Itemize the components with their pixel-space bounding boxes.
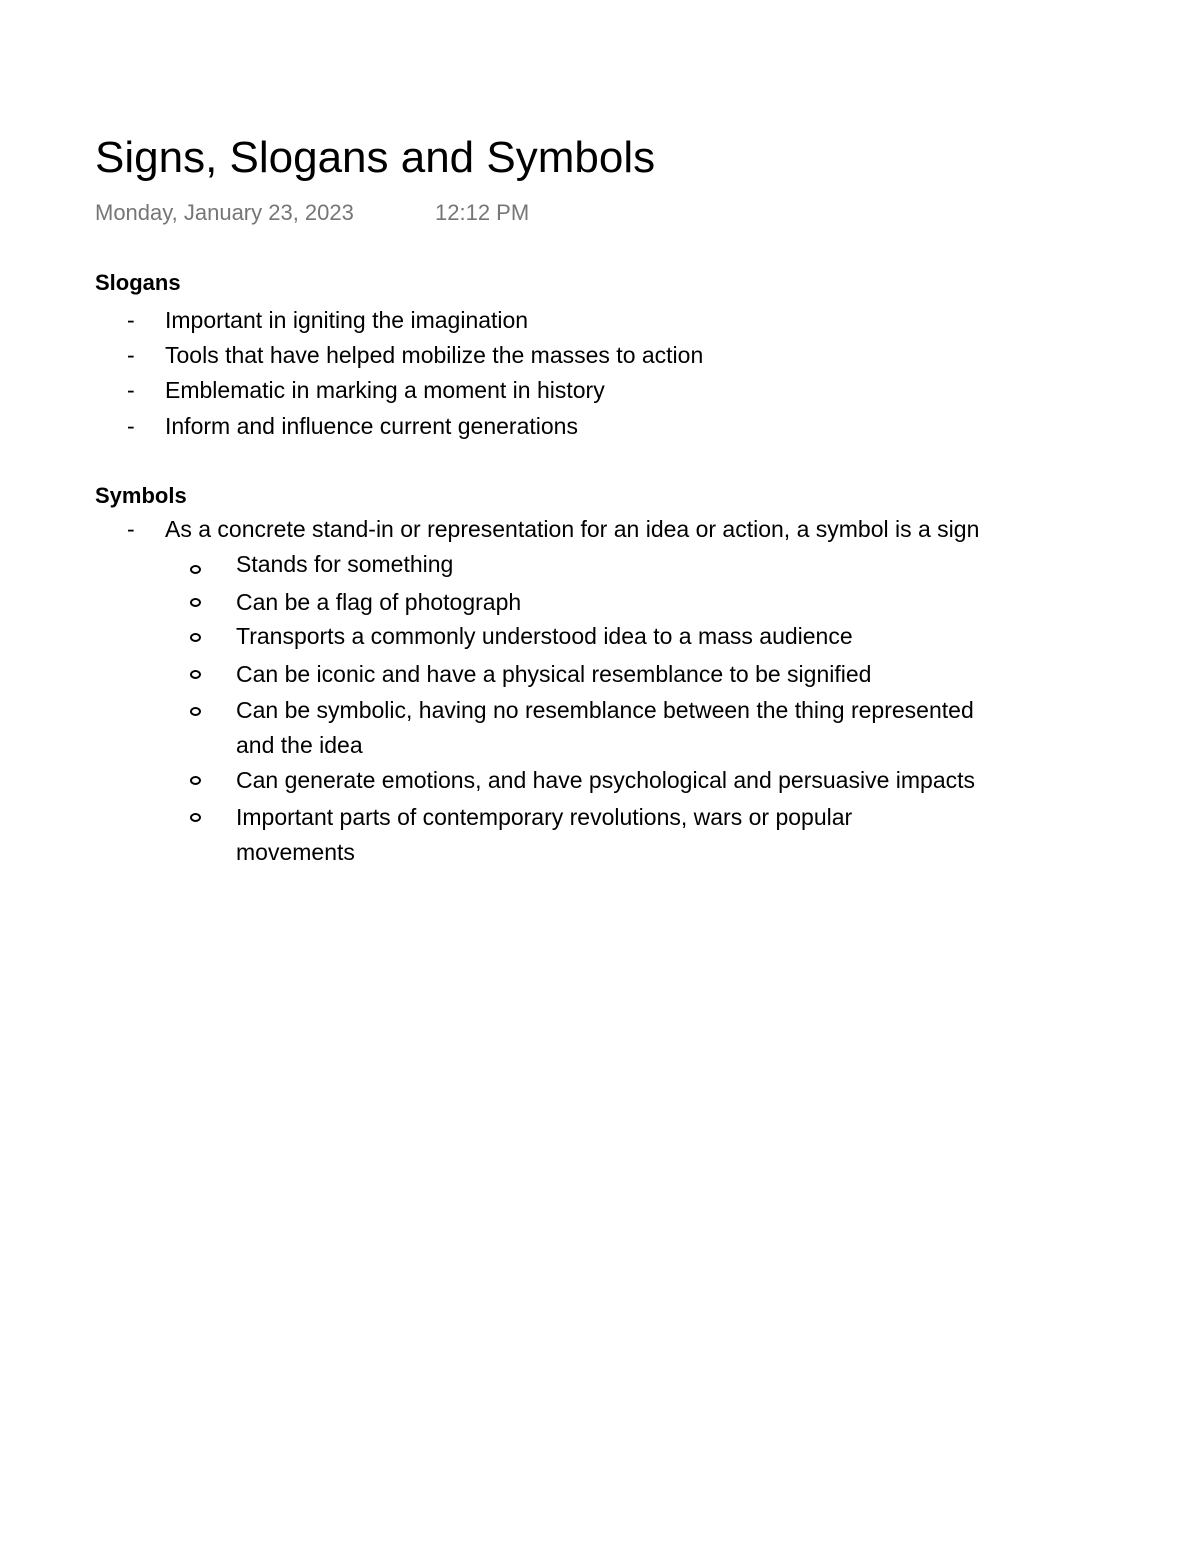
symbols-heading: Symbols — [95, 483, 187, 508]
symbol-sub-item: Stands for something — [236, 551, 454, 577]
symbol-main-item: As a concrete stand-in or representation for an idea or action, a symbol is a sign — [165, 516, 980, 542]
symbol-sub-item-continued: and the idea — [236, 732, 363, 758]
slogans-heading: Slogans — [95, 270, 181, 295]
circle-bullet-icon — [190, 670, 201, 679]
symbol-sub-item: Important parts of contemporary revolutions, wars or popular — [236, 804, 853, 830]
circle-bullet-icon — [190, 598, 201, 607]
page-timestamp — [95, 199, 530, 227]
symbol-sub-item: Transports a commonly understood idea to a mass audience — [236, 623, 853, 649]
symbol-sub-item-continued: movements — [236, 839, 355, 865]
slogan-item: Emblematic in marking a moment in history — [165, 377, 605, 403]
dash-bullet: - — [127, 377, 135, 403]
dash-bullet: - — [127, 413, 135, 439]
dash-bullet: - — [127, 307, 135, 333]
circle-bullet-icon — [190, 633, 201, 642]
symbol-sub-item: Can generate emotions, and have psychological and persuasive impacts — [236, 767, 975, 793]
circle-bullet-icon — [190, 707, 201, 716]
symbol-sub-item: Can be a flag of photograph — [236, 589, 522, 615]
slogan-item: Important in igniting the imagination — [165, 307, 529, 333]
circle-bullet-icon — [190, 776, 201, 785]
slogan-item: Inform and influence current generations — [165, 413, 578, 439]
circle-bullet-icon — [190, 813, 201, 822]
dash-bullet: - — [127, 342, 135, 368]
slogan-item: Tools that have helped mobilize the masses to action — [165, 342, 704, 368]
symbol-sub-item: Can be symbolic, having no resemblance between the thing represented — [236, 697, 974, 723]
symbol-sub-item: Can be iconic and have a physical resemblance to be signified — [236, 661, 872, 687]
page-date: Monday, January 23, 2023 — [95, 200, 354, 225]
circle-bullet-icon — [190, 565, 201, 574]
page-time: 12:12 PM — [435, 200, 530, 225]
dash-bullet: - — [127, 516, 135, 542]
page-title: Signs, Slogans and Symbols — [95, 133, 656, 182]
